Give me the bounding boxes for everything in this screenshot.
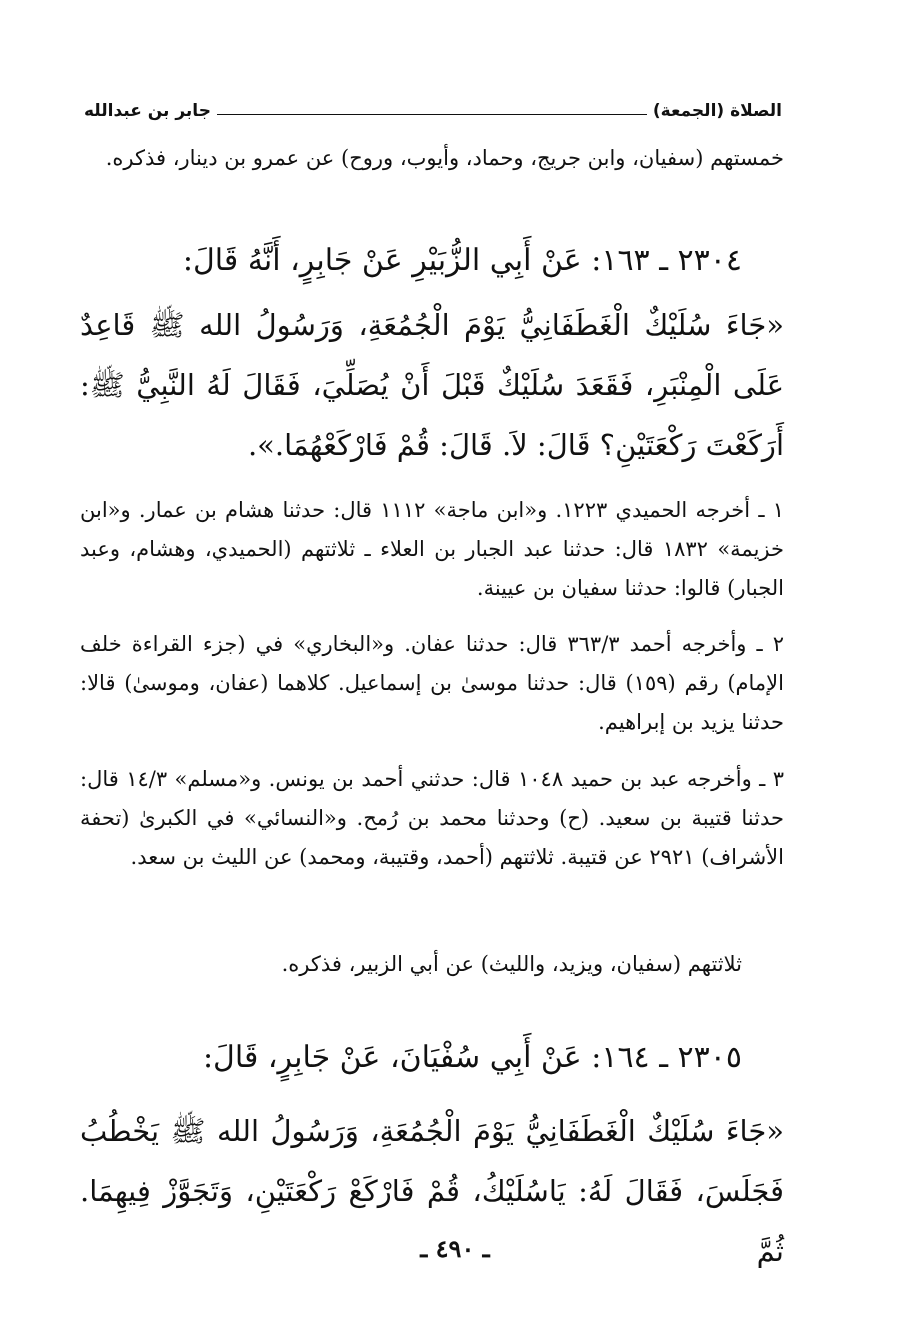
- running-header: [84, 101, 782, 129]
- hadith-2304-text: «جَاءَ سُلَيْكٌ الْغَطَفَانِيُّ يَوْمَ الْجُمُعَةِ، وَرَسُولُ الله ﷺ قَاعِدٌ عَلَى الْمِنْبَرِ، فَقَعَدَ سُلَيْكٌ قَبْلَ أَنْ يُصَلِّيَ، فَقَالَ لَهُ النَّبِيُّ ﷺ: أَرَكَعْتَ رَكْعَتَيْنِ؟ قَالَ: لاَ. قَالَ: قُمْ فَارْكَعْهُمَا.».: [80, 308, 784, 462]
- footnote-2: ٢ ـ وأخرجه أحمد ٣٦٣/٣ قال: حدثنا عفان. و«البخاري» في (جزء القراءة خلف الإمام) رقم (١٥٩) قال: حدثنا موسىٰ بن إسماعيل. كلاهما (عفان، وموسىٰ) قالا: حدثنا يزيد بن إبراهيم.: [80, 632, 784, 734]
- chapter-title: الصلاة (الجمعة): [647, 101, 782, 121]
- chain-summary: ثلاثتهم (سفيان، ويزيد، والليث) عن أبي الزبير، فذكره.: [281, 952, 742, 976]
- hadith-2305-heading: ٢٣٠٥ ـ ١٦٤: عَنْ أَبِي سُفْيَانَ، عَنْ جَابِرٍ، قَالَ:: [202, 1040, 742, 1075]
- hadith-2305-text: «جَاءَ سُلَيْكٌ الْغَطَفَانِيُّ يَوْمَ الْجُمُعَةِ، وَرَسُولُ الله ﷺ يَخْطُبُ فَجَلَسَ، فَقَالَ لَهُ: يَاسُلَيْكُ، قُمْ فَارْكَعْ رَكْعَتَيْنِ، وَتَجَوَّزْ فِيهِمَا. ثُمَّ: [80, 1114, 784, 1268]
- footnote-1: ١ ـ أخرجه الحميدي ١٢٢٣. و«ابن ماجة» ١١١٢ قال: حدثنا هشام بن عمار. و«ابن خزيمة» ١٨٣٢ قال: حدثنا عبد الجبار بن العلاء ـ ثلاثتهم (الحميدي، وهشام، وعبد الجبار) قالوا: حدثنا سفيان بن عيينة.: [80, 498, 784, 600]
- page-number: ـ ٤٩٠ ـ: [420, 1234, 490, 1263]
- continuation-paragraph: خمستهم (سفيان، وابن جريج، وحماد، وأيوب، وروح) عن عمرو بن دينار، فذكره.: [105, 146, 784, 170]
- hadith-2304-heading: ٢٣٠٤ ـ ١٦٣: عَنْ أَبِي الزُّبَيْرِ عَنْ جَابِرٍ، أَنَّهُ قَالَ:: [182, 243, 742, 278]
- narrator-name: جابر بن عبدالله: [84, 101, 217, 121]
- footnote-3: ٣ ـ وأخرجه عبد بن حميد ١٠٤٨ قال: حدثني أحمد بن يونس. و«مسلم» ١٤/٣ قال: حدثنا قتيبة بن سعيد. (ح) وحدثنا محمد بن رُمح. و«النسائي» في الكبرىٰ (تحفة الأشراف) ٢٩٢١ عن قتيبة. ثلاثتهم (أحمد، وقتيبة، ومحمد) عن الليث بن سعد.: [80, 767, 784, 869]
